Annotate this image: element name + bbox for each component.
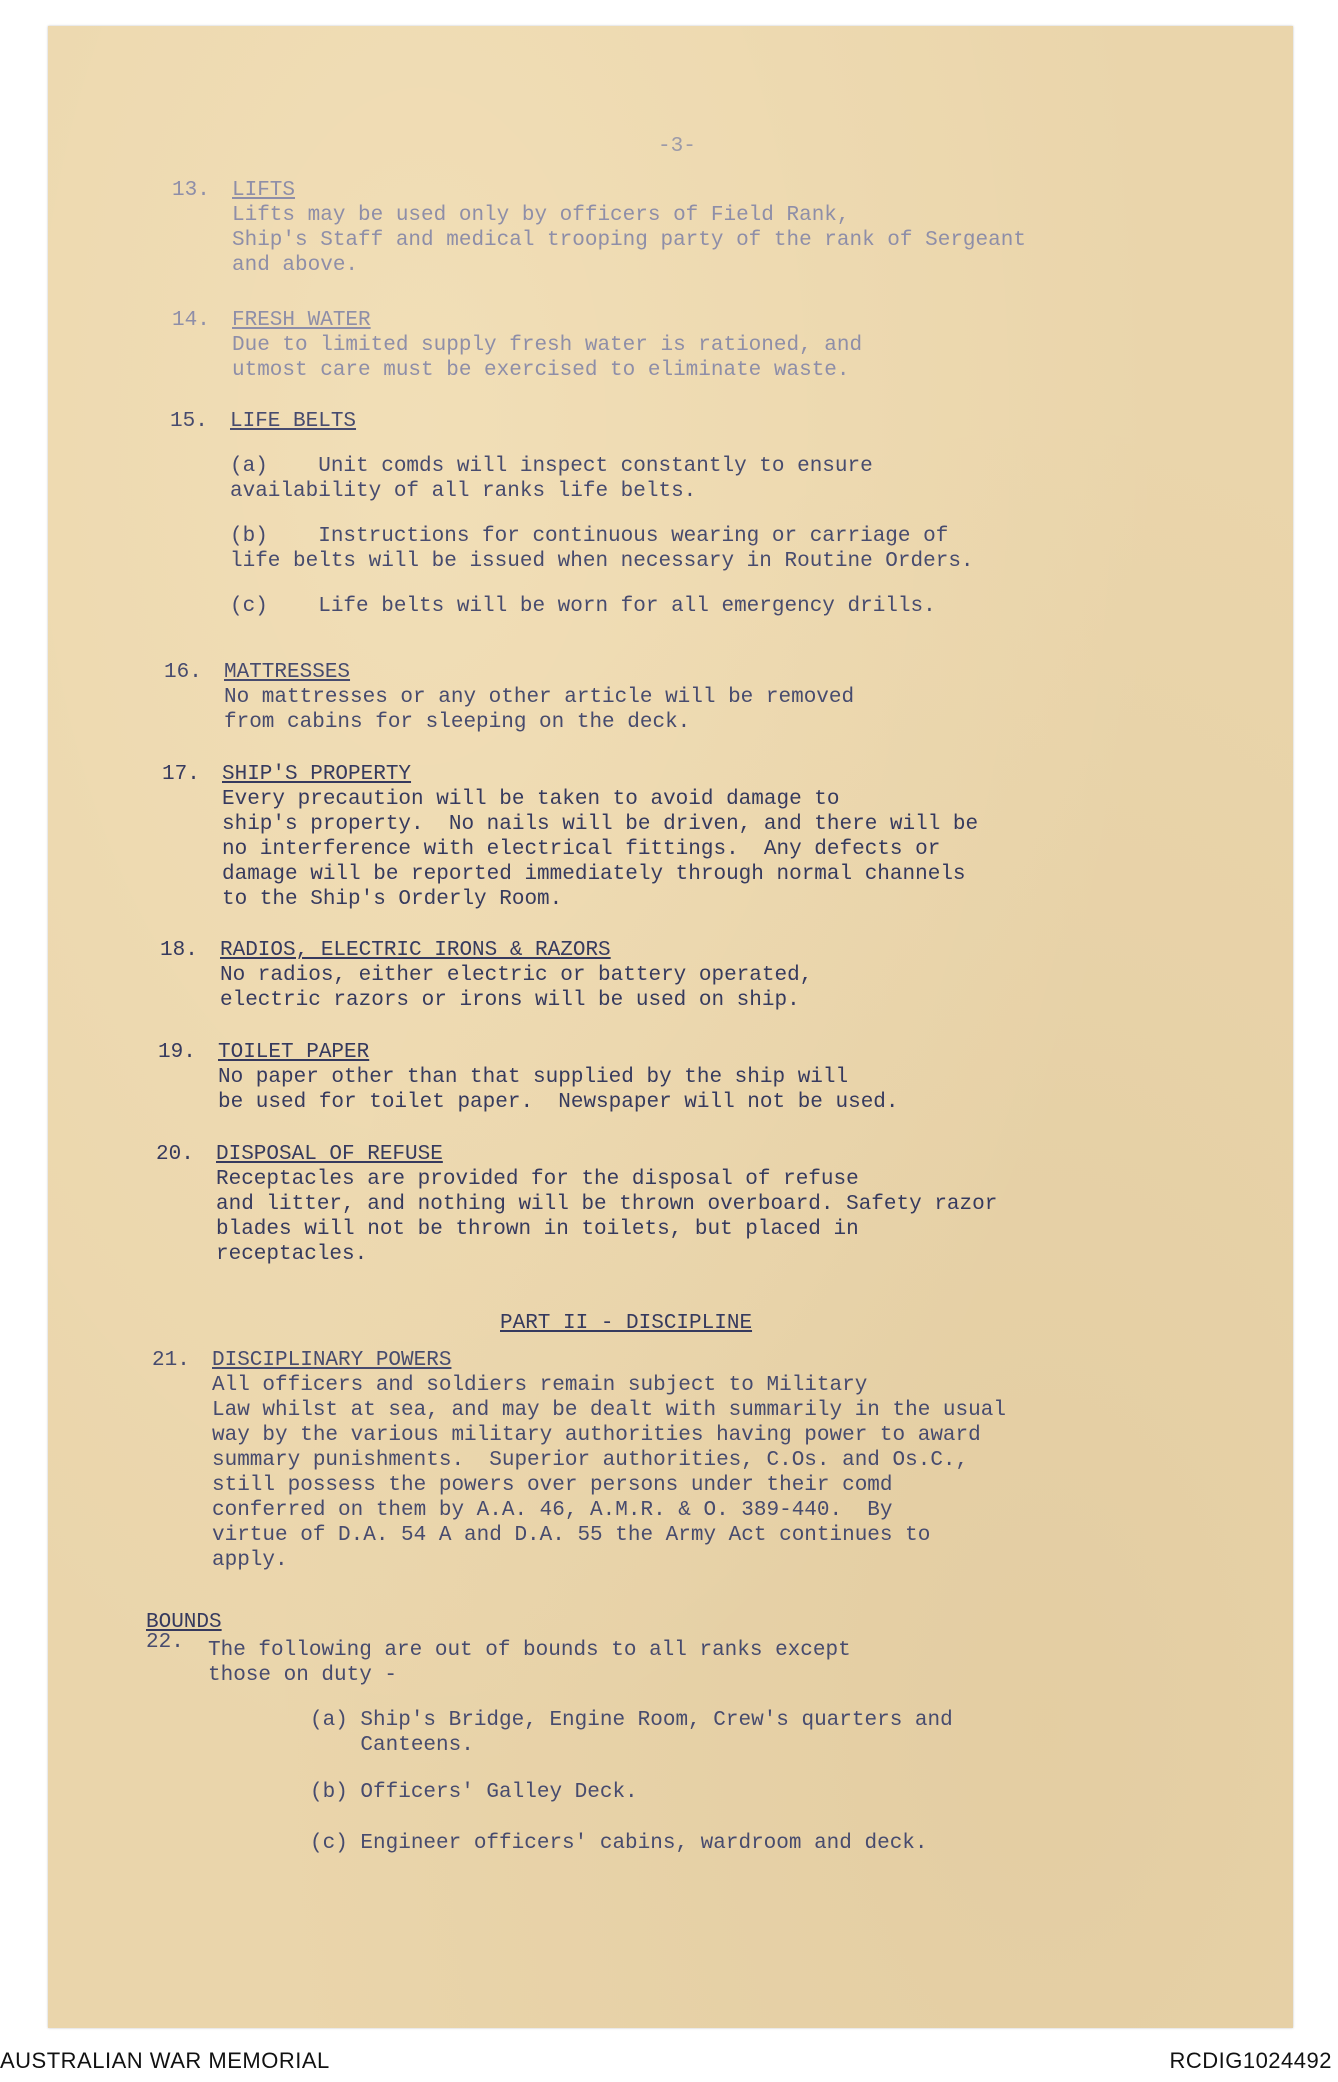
section-number: 13.: [172, 179, 210, 202]
section-toilet-paper: [158, 1040, 1198, 1115]
section-heading: DISPOSAL OF REFUSE: [216, 1143, 443, 1166]
section-text: All officers and soldiers remain subject to Military Law whilst at sea, and may be dealt with summarily in the usual way by the various military authorities having power to award summary punishments. Superior authorities, C.Os. and Os.C., still possess the powers over persons under their comd conferred on them by A.A. 46, A.M.R. & O. 389-440. By virtue of D.A. 54 A and D.A. 55 the Army Act continues to apply.: [212, 1374, 1006, 1572]
bounds-item-c: (c) Engineer officers' cabins, wardroom and deck.: [310, 1832, 928, 1855]
section-text: Due to limited supply fresh water is rationed, and utmost care must be exercised to eliminate waste.: [232, 334, 863, 382]
section-text: No paper other than that supplied by the ship will be used for toilet paper. Newspaper will not be used.: [218, 1066, 899, 1114]
section-bounds: [208, 1638, 1188, 1688]
section-number: 19.: [158, 1041, 196, 1064]
section-number: 17.: [162, 763, 200, 786]
section-disposal-of-refuse: [156, 1142, 1196, 1267]
bounds-text: The following are out of bounds to all ranks except those on duty -: [208, 1639, 851, 1687]
section-heading: TOILET PAPER: [218, 1041, 370, 1064]
life-belts-item-b: (b) Instructions for continuous wearing or carriage of life belts will be issued when necessary in Routine Orders.: [230, 525, 974, 573]
section-heading: FRESH WATER: [232, 309, 371, 332]
section-text: No mattresses or any other article will be removed from cabins for sleeping on the deck.: [224, 686, 855, 734]
section-number: 18.: [160, 939, 198, 962]
section-heading: SHIP'S PROPERTY: [222, 763, 412, 786]
section-life-belts: [170, 409, 1210, 619]
section-text: No radios, either electric or battery operated, electric razors or irons will be used on ship.: [220, 964, 813, 1012]
section-heading: LIFE BELTS: [230, 410, 357, 433]
section-number: 15.: [170, 410, 208, 433]
section-fresh-water: [172, 308, 1212, 383]
bounds-heading: BOUNDS: [146, 1611, 222, 1634]
life-belts-item-c: (c) Life belts will be worn for all emergency drills.: [230, 595, 936, 618]
section-heading: LIFTS: [232, 179, 296, 202]
bounds-list: [310, 1708, 1290, 1856]
document-page: [48, 26, 1293, 2028]
section-number: 20.: [156, 1143, 194, 1166]
section-heading: DISCIPLINARY POWERS: [212, 1349, 452, 1372]
section-text: Receptacles are provided for the disposal of refuse and litter, and nothing will be thrown overboard. Safety razor blades will not be thrown in toilets, but placed in receptacles.: [216, 1168, 998, 1266]
section-text: Lifts may be used only by officers of Field Rank, Ship's Staff and medical trooping party of the rank of Sergeant and above.: [232, 204, 1026, 277]
section-heading: MATTRESSES: [224, 661, 351, 684]
bounds-item-b: (b) Officers' Galley Deck.: [310, 1781, 638, 1804]
section-text: Every precaution will be taken to avoid damage to ship's property. No nails will be driven, and there will be no interference with electrical fittings. Any defects or damage will be reported immediately through normal channels to the Ship's Orderly Room.: [222, 788, 979, 911]
section-ships-property: [162, 762, 1202, 912]
section-mattresses: [164, 660, 1204, 735]
section-lifts: [172, 178, 1212, 278]
bounds-item-a: (a) Ship's Bridge, Engine Room, Crew's quarters and Canteens.: [310, 1709, 953, 1757]
footer-credit: AUSTRALIAN WAR MEMORIAL: [0, 2048, 330, 2073]
footer-id: RCDIG1024492: [1169, 2048, 1332, 2073]
section-number: 21.: [152, 1349, 190, 1372]
section-radios: [160, 938, 1200, 1013]
typed-text-area: [48, 26, 1293, 2028]
bounds-number: 22.: [146, 1631, 184, 1654]
page-number: -3-: [658, 135, 696, 158]
section-heading: RADIOS, ELECTRIC IRONS & RAZORS: [220, 939, 611, 962]
section-number: 14.: [172, 309, 210, 332]
section-number: 16.: [164, 661, 202, 684]
life-belts-item-a: (a) Unit comds will inspect constantly to ensure availability of all ranks life belts.: [230, 455, 873, 503]
section-disciplinary-powers: [152, 1348, 1192, 1573]
part-title: PART II - DISCIPLINE: [500, 1312, 753, 1335]
